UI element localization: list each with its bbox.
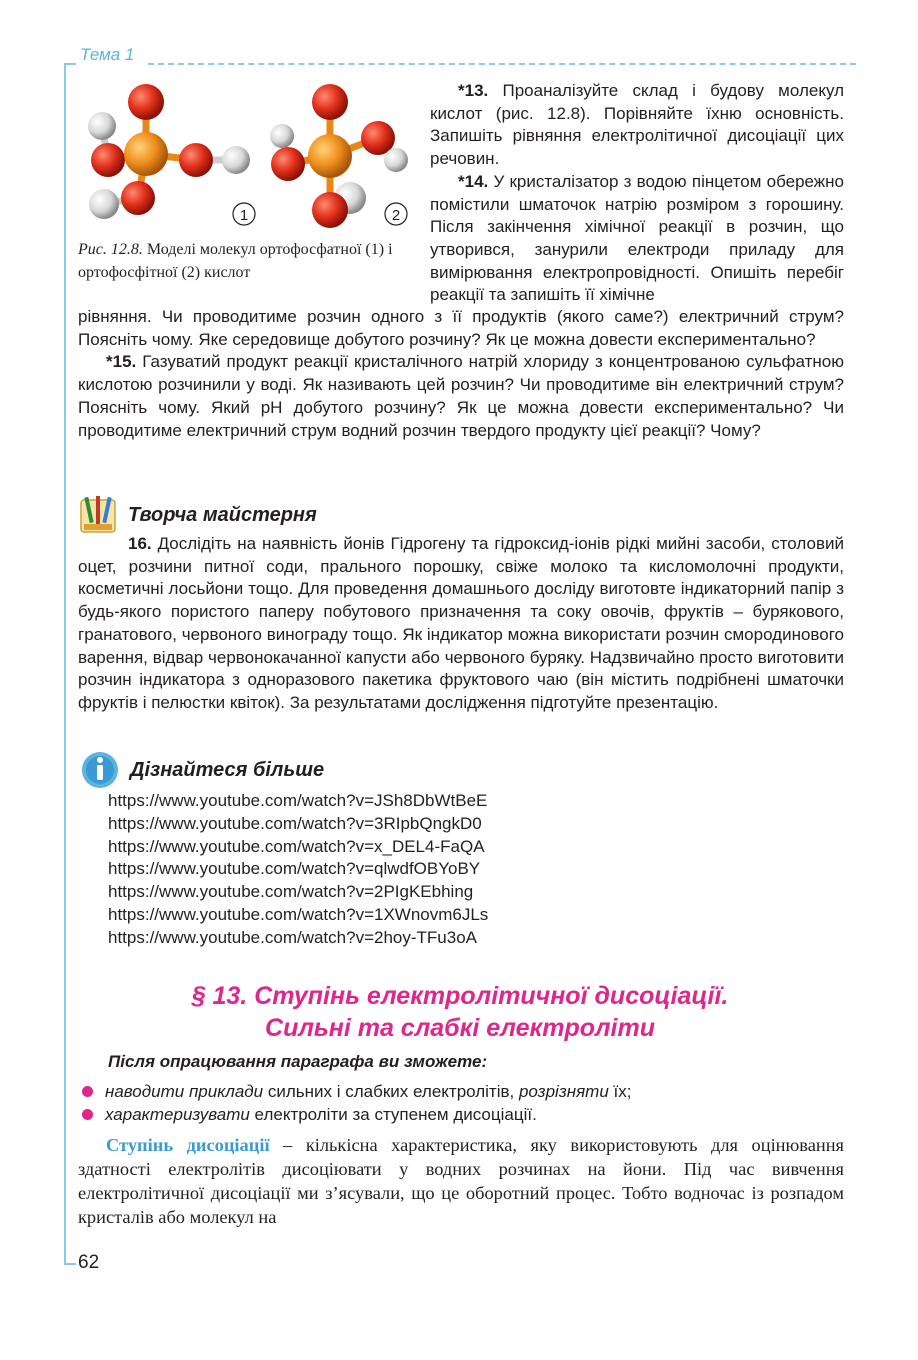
molecule-1-model [88,84,250,219]
paragraph-body [78,1133,844,1229]
video-link[interactable]: https://www.youtube.com/watch?v=x_DEL4-FaQA [108,836,485,856]
list-item: характеризувати електроліти за ступенем дисоціації. [82,1103,631,1126]
task-16-block [78,533,844,715]
learn-more-title: Дізнайтеся більше [130,758,325,781]
paragraph-title [100,980,820,1044]
frame-bottom-tick [64,1263,76,1265]
topic-label: Тема 1 [80,45,135,64]
marker-1-label: 1 [239,207,249,224]
video-link[interactable]: https://www.youtube.com/watch?v=1XWnovm6JLs [108,904,489,924]
figure-caption [78,238,418,284]
tasks-right-column [430,80,844,307]
marker-2-label: 2 [391,207,401,224]
header-rule [148,63,856,65]
bullet-dot-icon [82,1086,93,1097]
video-links-list [108,790,488,950]
task-14-start: *14. У кристалізатор з водою пінцетом обережно помістили шматочок натрію розміром з горошину. Після закінчення хімічної реакції в розчин, що утворився, занурили електроди приладу для вимірювання електропровідності. Опишіть перебіг реакції та запишіть її хімічне [430,171,844,305]
info-icon [80,749,122,791]
paragraph-title-line-1: § 13. Ступінь електролітичної дисоціації. [191,982,729,1010]
task-16: 16. Дослідіть на наявність йонів Гідрогену та гідроксид-іонів рідкі мийні засоби, столовий оцет, розчини питної соди, прального порошку, свіже молоко та кисломолочні продукти, косметичні лосьйони тощо. Для проведення домашнього досліду виготовте індикаторний папір з будь-якого пористого паперу побутового призначення та соку овочів, фруктів – бурякового, гранатового, червоного винограду тощо. Як індикатор можна використати розчин смородинового варення, відвар червонокачанної капусти або червоного буряку. Надзвичайно просто виготовити розчин індикатора з одноразового пакетика фруктового чаю (він містить подрібнені шматочки фруктів і пелюстки квіток). За результатами дослідження підготуйте презентацію. [78,534,844,712]
page-number: 62 [78,1252,100,1273]
learning-goals-list [82,1080,631,1126]
body-text: – кількісна характеристика, яку використовують для оцінювання здатності електролітів дисоціювати у водних розчинах на йони. Під час вивчення електролітичної дисоціації ми з’ясували, що це оборотний процес. Тобто водночас із розпадом кристалів або молекул на [78,1135,845,1227]
caption-text: Моделі молекул ортофосфатної (1) і ортофосфітної (2) кислот [78,241,393,281]
bullet-dot-icon [82,1109,93,1120]
task-15: *15. Газуватий продукт реакції кристалічного натрій хлориду з концентрованою сульфатною кислотою розчинили у воді. Як називають цей розчин? Чи проводитиме він електричний струм? Поясніть чому. Який pH добутого розчину? Як це можна довести експериментально? Чи проводитиме електричний струм водний розчин твердого продукту цієї реакції? Чому? [78,352,844,440]
margin-rule [64,63,66,1263]
learning-goals-label: Після опрацювання параграфа ви зможете: [108,1052,488,1071]
video-link[interactable]: https://www.youtube.com/watch?v=2hoy-TFu3oA [108,927,477,947]
video-link[interactable]: https://www.youtube.com/watch?v=2PIgKEbhing [108,882,474,902]
palette-brushes-icon [78,494,120,536]
term-dissociation-degree: Ступінь дисоціації [106,1135,270,1155]
task-13: *13. Проаналізуйте склад і будову молекул кислот (рис. 12.8). Порівняйте їхню основність. Запишіть рівняння електролітичної дисоціації цих речовин. [430,81,844,169]
tasks-continuation [78,306,844,442]
molecule-models-figure [78,80,410,232]
list-item: наводити приклади сильних і слабких електролітів, розрізняти їх; [82,1080,631,1103]
paragraph-title-line-2: Сильні та слабкі електроліти [265,1014,655,1042]
task-14-end: рівняння. Чи проводитиме розчин одного з її продуктів (якого саме?) електричний струм? Поясніть чому. Яке середовище добутого розчину? Як це можна довести експериментально? [78,307,844,349]
caption-label: Рис. 12.8. [78,241,143,258]
creative-workshop-heading [78,494,317,536]
video-link[interactable]: https://www.youtube.com/watch?v=qlwdfOBYoBY [108,859,481,879]
learn-more-heading [80,749,324,791]
creative-workshop-title: Творча майстерня [128,503,317,526]
video-link[interactable]: https://www.youtube.com/watch?v=3RIpbQngkD0 [108,813,482,833]
video-link[interactable]: https://www.youtube.com/watch?v=JSh8DbWtBeE [108,791,488,810]
